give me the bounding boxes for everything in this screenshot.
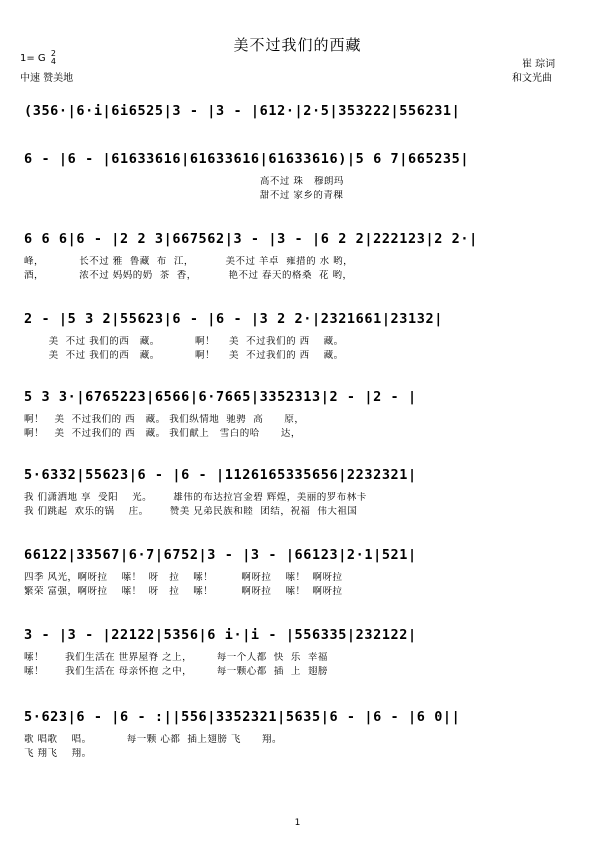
notation-line: 5·6332|55623|6 - |6 - |1126165335656|2232321| <box>24 467 417 483</box>
notation-line: 6 6 6|6 - |2 2 3|667562|3 - |3 - |6 2 2|222123|2 2·| <box>24 231 478 247</box>
notation-line: 66122|33567|6·7|6752|3 - |3 - |66123|2·1|521| <box>24 547 417 563</box>
lyric-line-2: 美 不过 我们的西 藏。 啊！ 美 不过我们的 西 藏。 <box>24 350 344 361</box>
lyric-line-2: 繁荣 富强，啊呀拉 嗦！ 呀 拉 嗦！ 啊呀拉 嗦！ 啊呀拉 <box>24 586 343 597</box>
notation-line: 5 3 3·|6765223|6566|6·7665|3352313|2 - |2 - | <box>24 389 417 405</box>
time-sig-top: 2 <box>50 49 56 58</box>
lyric-line-2: 嗦！ 我们生活在 母亲怀抱 之中， 每一颗心都 插 上 翅膀 <box>24 666 328 677</box>
page-number: 1 <box>294 818 301 828</box>
lyric-line-2: 甜不过 家乡的青稞 <box>24 190 344 201</box>
lyric-line-2: 飞 翔飞 翔。 <box>24 748 92 759</box>
lyric-line-1: 啊！ 美 不过我们的 西 藏。 我们纵情地 驰骋 高 原， <box>24 414 305 425</box>
lyric-line-1: 我 们潇洒地 享 受阳 光。 雄伟的布达拉宫金碧 辉煌，美丽的罗布林卡 <box>24 492 367 503</box>
lyric-line-2: 酒， 浓不过 妈妈的奶 茶 香， 艳不过 春天的格桑 花 哟， <box>24 270 353 281</box>
lyricist-credit: 崔 琮词 <box>522 59 556 70</box>
lyric-line-1: 高不过 珠 穆朗玛 <box>24 176 344 187</box>
composer-credit: 和文光曲 <box>512 73 552 84</box>
notation-line: 2 - |5 3 2|55623|6 - |6 - |3 2 2·|2321661|23132| <box>24 311 443 327</box>
notation-line: 5·623|6 - |6 - :||556|3352321|5635|6 - |6 - |6 0|| <box>24 709 461 725</box>
lyric-line-1: 峰， 长不过 雅 鲁藏 布 江， 美不过 羊卓 雍措的 水 哟， <box>24 256 354 267</box>
notation-line: 3 - |3 - |22122|5356|6 i·|i - |556335|232122| <box>24 627 417 643</box>
lyric-line-2: 我 们跳起 欢乐的锅 庄。 赞美 兄弟民族和睦 团结，祝福 伟大祖国 <box>24 506 358 517</box>
key-signature <box>20 50 56 66</box>
lyric-line-1: 歌 唱歌 唱。 每一颗 心都 插上翅膀 飞 翔。 <box>24 734 282 745</box>
time-signature <box>51 50 56 66</box>
notation-line: 6 - |6 - |61633616|61633616|61633616)|5 6 7|665235| <box>24 151 470 167</box>
lyric-line-1: 美 不过 我们的西 藏。 啊！ 美 不过我们的 西 藏。 <box>24 336 344 347</box>
notation-line: (356·|6·i|6i6525|3 - |3 - |612·|2·5|353222|556231| <box>24 103 461 119</box>
time-sig-bottom: 4 <box>50 57 56 66</box>
song-title: 美不过我们的西藏 <box>233 36 362 54</box>
key-label: 1= G <box>20 53 46 64</box>
lyric-line-1: 四季 风光，啊呀拉 嗦！ 呀 拉 嗦！ 啊呀拉 嗦！ 啊呀拉 <box>24 572 343 583</box>
lyric-line-2: 啊！ 美 不过我们的 西 藏。 我们献上 雪白的哈 达， <box>24 428 301 439</box>
tempo-marking: 中速 赞美地 <box>20 73 74 84</box>
lyric-line-1: 嗦！ 我们生活在 世界屋脊 之上， 每一个人都 快 乐 幸福 <box>24 652 328 663</box>
